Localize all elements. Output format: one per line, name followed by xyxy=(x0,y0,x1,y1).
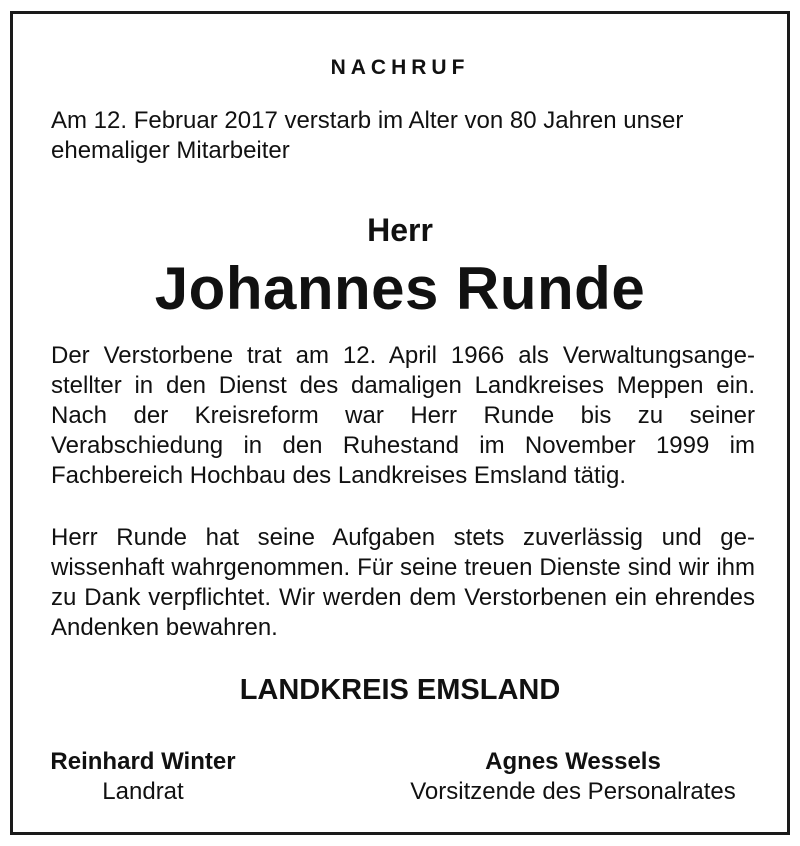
organization-name: LANDKREIS EMSLAND xyxy=(239,674,561,706)
signatory-name: Reinhard Winter xyxy=(50,748,236,775)
honorific-title: Herr xyxy=(367,212,433,248)
signatory-left xyxy=(43,747,243,807)
deceased-name: Johannes Runde xyxy=(154,255,646,322)
intro-text: Am 12. Februar 2017 verstarb im Alter von 80 Jahren unser ehemaliger Mitarbeiter xyxy=(51,107,684,164)
signatory-role: Vorsitzende des Personalrates xyxy=(410,778,736,805)
career-paragraph: Der Verstorbene trat am 12. April 1966 als Verwaltungsangestellter in den Dienst des damaligen Landkreises Meppen ein. Nach der Kreisreform war Herr Runde bis zu seiner Verabschiedung in den Ruhestand im November 1999 im Fachbereich Hochbau des Landkreises Emsland tätig. xyxy=(51,342,755,489)
tribute-paragraph: Herr Runde hat seine Aufgaben stets zuverlässig und gewissenhaft wahrgenommen. Für seine treuen Dienste sind wir ihm zu Dank verpflichtet. Wir werden dem Verstorbenen ein ehrendes Andenken bewahren. xyxy=(51,524,755,641)
signatory-name: Agnes Wessels xyxy=(485,748,661,775)
signatory-role: Landrat xyxy=(102,778,184,805)
notice-heading: NACHRUF xyxy=(330,56,470,79)
signatory-right xyxy=(373,747,773,807)
notice-frame xyxy=(10,11,790,835)
